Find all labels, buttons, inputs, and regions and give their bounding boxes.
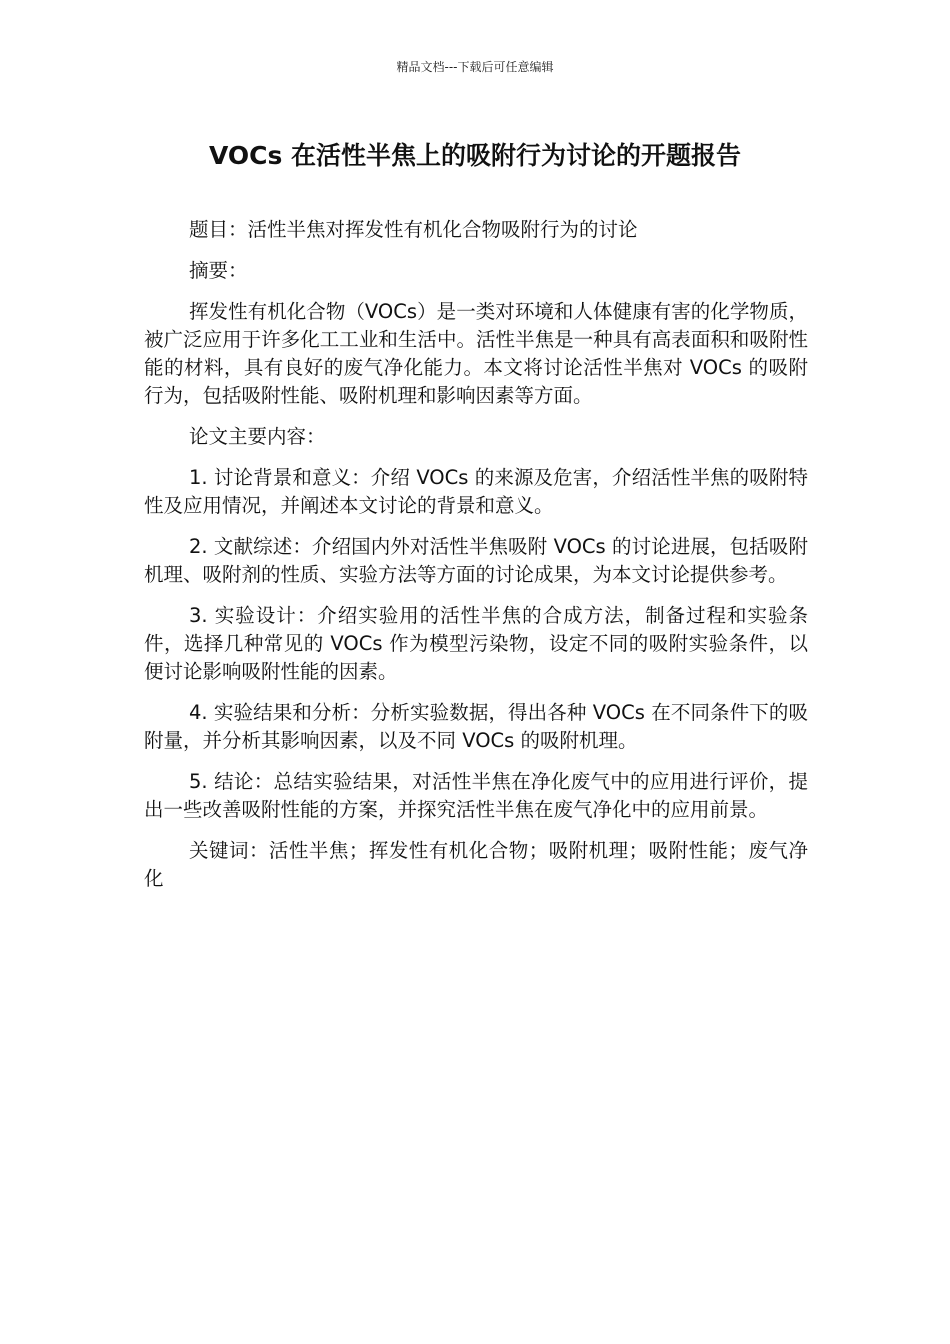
content-item-experiment-design: 3. 实验设计：介绍实验用的活性半焦的合成方法，制备过程和实验条件，选择几种常见的 VOCs 作为模型污染物，设定不同的吸附实验条件，以便讨论影响吸附性能的因素。: [144, 604, 808, 683]
abstract-label: 摘要：: [189, 259, 248, 282]
content-item-results-analysis: 4. 实验结果和分析：分析实验数据，得出各种 VOCs 在不同条件下的吸附量，并分析其影响因素，以及不同 VOCs 的吸附机理。: [144, 701, 808, 752]
abstract-paragraph: 挥发性有机化合物（VOCs）是一类对环境和人体健康有害的化学物质，被广泛应用于许多化工工业和生活中。活性半焦是一种具有高表面积和吸附性能的材料，具有良好的废气净化能力。本文将讨论活性半焦对 VOCs 的吸附行为，包括吸附性能、吸附机理和影响因素等方面。: [144, 300, 808, 407]
content-item-conclusion: 5. 结论：总结实验结果，对活性半焦在净化废气中的应用进行评价，提出一些改善吸附性能的方案，并探究活性半焦在废气净化中的应用前景。: [144, 770, 808, 821]
content-item-background: 1. 讨论背景和意义：介绍 VOCs 的来源及危害，介绍活性半焦的吸附特性及应用情况，并阐述本文讨论的背景和意义。: [144, 466, 808, 517]
contents-label: 论文主要内容：: [189, 425, 326, 448]
content-item-literature-review: 2. 文献综述：介绍国内外对活性半焦吸附 VOCs 的讨论进展，包括吸附机理、吸附剂的性质、实验方法等方面的讨论成果，为本文讨论提供参考。: [144, 535, 808, 586]
page-header: 精品文档---下载后可任意编辑: [396, 60, 554, 74]
keywords-paragraph: 关键词：活性半焦；挥发性有机化合物；吸附机理；吸附性能；废气净化: [144, 839, 808, 890]
document-body: [144, 216, 808, 906]
document-title: VOCs 在活性半焦上的吸附行为讨论的开题报告: [208, 141, 742, 170]
topic-paragraph: 题目：活性半焦对挥发性有机化合物吸附行为的讨论: [189, 218, 638, 241]
